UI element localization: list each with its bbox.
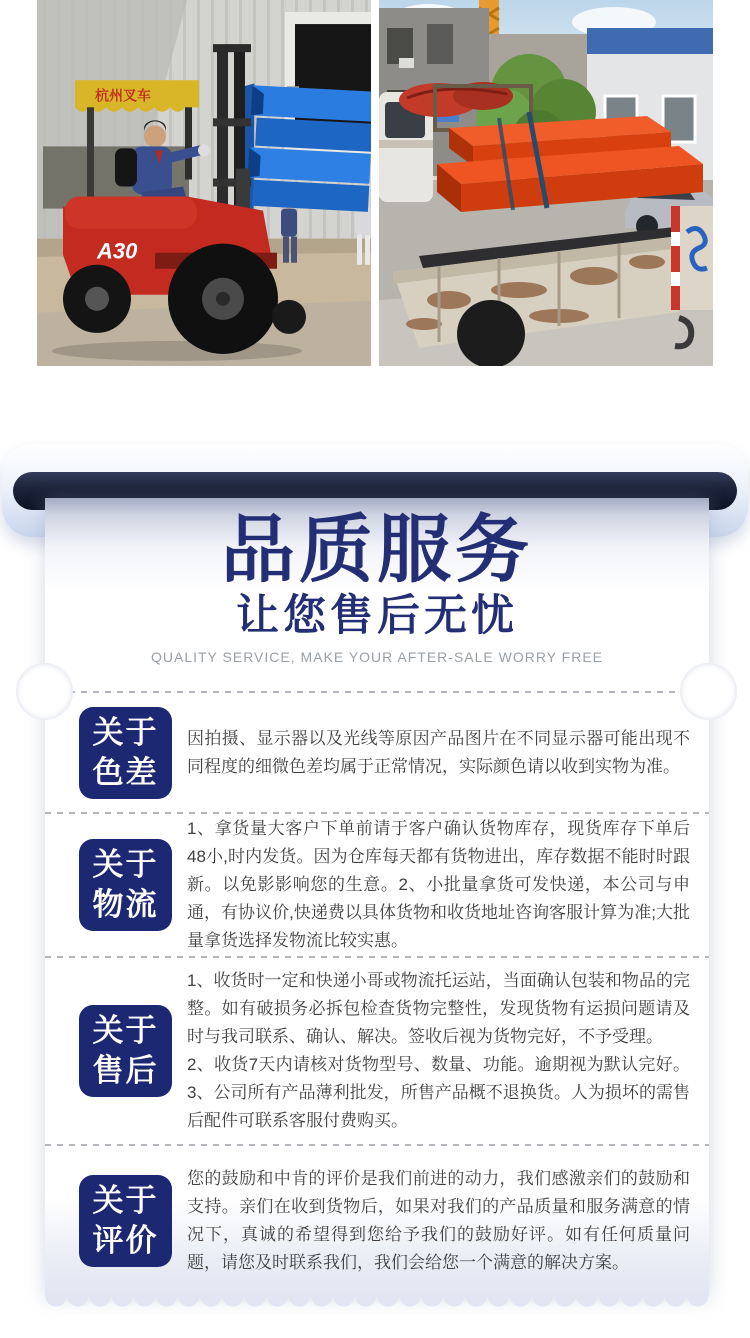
section-logistics	[45, 814, 709, 956]
section-color-difference	[45, 693, 709, 812]
paragraph: 1、拿货量大客户下单前请于客户确认货物库存，现货库存下单后48小,时内发货。因为仓库每天都有货物进出，库存数据不能时时跟新。以免影影响您的生意。2、小批量拿货可发快递，本公司与申通，有协议价,快递费以具体货物和收货地址咨询客服计算为准;大批量拿货选择发物流比较实惠。	[187, 819, 690, 950]
blue-platform-stack	[229, 82, 371, 227]
label-box-color-difference	[79, 707, 172, 799]
label-box-review	[79, 1175, 172, 1267]
section-review	[45, 1146, 709, 1296]
section-text	[187, 967, 690, 1135]
ticket-notch-right	[680, 663, 737, 720]
service-card-header	[45, 498, 709, 691]
driver-seat	[115, 148, 137, 186]
paragraph: 1、收货时一定和快递小哥或物流托运站，当面确认包装和物品的完整。如有破损务必拆包检查货物完整性，发现货物有运损问题请及时与我司联系、确认、解决。签收后视为货物完好，不予受理。	[187, 971, 690, 1046]
card-scalloped-edge	[45, 1296, 709, 1308]
label-line: 售后	[92, 1053, 159, 1088]
section-text	[187, 1165, 690, 1277]
rear-wheel	[457, 300, 525, 366]
paragraph: 2、收货7天内请核对货物型号、数量、功能。逾期视为默认完好。3、公司所有产品薄利批发，所售产品概不退换货。人为损坏的需售后配件可联系客服付费购买。	[187, 1055, 690, 1130]
section-text	[187, 815, 690, 955]
service-card	[45, 498, 709, 1296]
label-line: 评价	[92, 1223, 159, 1258]
label-line: 色差	[92, 754, 159, 790]
section-after-sale	[45, 958, 709, 1144]
forklift-model-label: A30	[97, 238, 138, 264]
service-title: 品质服务	[221, 508, 533, 591]
label-box-after-sale	[79, 1005, 172, 1097]
truck-tailgate	[671, 206, 713, 310]
photo-forklift-loading	[37, 0, 371, 366]
label-line: 关于	[92, 1183, 159, 1218]
section-text	[187, 725, 690, 781]
truck-photo-scene	[379, 0, 713, 366]
photo-truck-delivery	[379, 0, 713, 366]
forklift-photo-scene	[37, 0, 371, 366]
paragraph: 因拍摄、显示器以及光线等原因产品图片在不同显示器可能出现不同程度的细微色差均属于正常情况，实际颜色请以收到实物为准。	[187, 728, 690, 776]
ticket-notch-left	[16, 663, 73, 720]
paragraph: 您的鼓励和中肯的评价是我们前进的动力，我们感激亲们的鼓励和支持。亲们在收到货物后，如果对我们的产品质量和服务满意的情况下，真诚的希望得到您给予我们的鼓励好评。如有任何质量问题，请您及时联系我们，我们会给您一个满意的解决方案。	[187, 1169, 690, 1272]
label-line: 关于	[92, 1013, 159, 1048]
canopy-text: 杭州叉车	[95, 87, 151, 104]
label-box-logistics	[79, 839, 172, 931]
label-line: 物流	[92, 887, 159, 922]
label-line: 关于	[92, 714, 159, 750]
label-line: 关于	[92, 847, 159, 882]
service-subtitle: 让您售后无忧	[236, 592, 518, 640]
service-tagline-en: QUALITY SERVICE, MAKE YOUR AFTER-SALE WORRY FREE	[150, 649, 604, 665]
